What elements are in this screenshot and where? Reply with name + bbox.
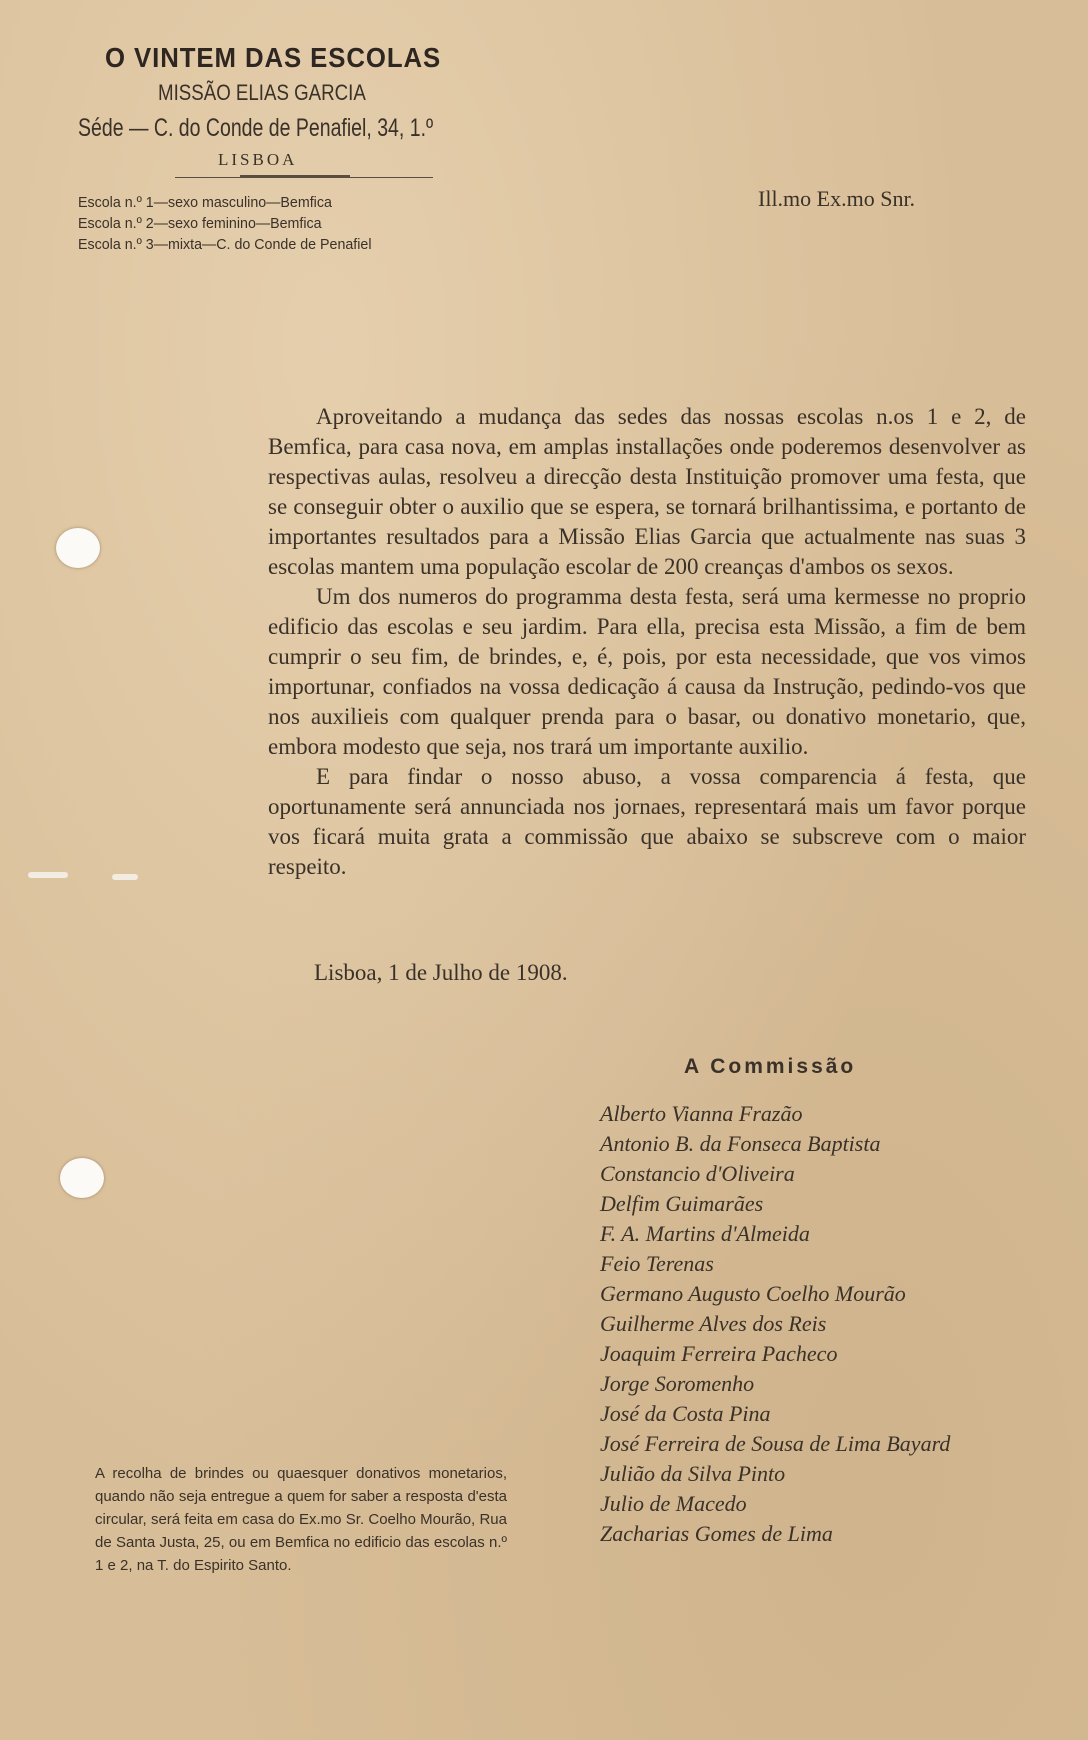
letterhead-divider-accent xyxy=(240,175,350,178)
member-name: Delfim Guimarães xyxy=(600,1191,764,1216)
member-name: Constancio d'Oliveira xyxy=(600,1161,795,1186)
letterhead-title: O VINTEM DAS ESCOLAS xyxy=(105,42,442,73)
letter-date: Lisboa, 1 de Julho de 1908. xyxy=(314,960,568,985)
punch-hole-bottom xyxy=(60,1158,104,1198)
member-name: Antonio B. da Fonseca Baptista xyxy=(600,1131,881,1156)
punch-hole-top xyxy=(56,528,100,568)
member-name: F. A. Martins d'Almeida xyxy=(600,1221,810,1246)
school-item: Escola n.º 2—sexo feminino—Bemfica xyxy=(78,215,322,232)
member-name: José Ferreira de Sousa de Lima Bayard xyxy=(600,1431,951,1456)
salutation: Ill.mo Ex.mo Snr. xyxy=(758,186,916,211)
school-item: Escola n.º 3—mixta—C. do Conde de Penafiel xyxy=(78,236,372,253)
commission-title: A Commissão xyxy=(684,1055,857,1078)
letterhead-city: LISBOA xyxy=(218,150,298,169)
body-paragraph: Aproveitando a mudança das sedes das nossas escolas n.os 1 e 2, de Bemfica, para casa nova, em amplas installações onde poderemos desenvolver as respectivas aulas, resolveu a direcção desta Instituição promover uma festa, que se conseguir obter o auxilio que se espera, se tornará brilhantissima, e portanto de importantes resultados para a Missão Elias Garcia que actualmente nas suas 3 escolas mantem uma população escolar de 200 creanças d'ambos os sexos. xyxy=(268,404,1026,579)
letterhead-subtitle: MISSÃO ELIAS GARCIA xyxy=(158,80,366,105)
letterhead-address: Séde — C. do Conde de Penafiel, 34, 1.º xyxy=(78,114,434,142)
school-item: Escola n.º 1—sexo masculino—Bemfica xyxy=(78,194,332,211)
body-paragraph: Um dos numeros do programma desta festa, será uma kermesse no proprio edificio das escolas e seu jardim. Para ella, precisa esta Missão, a fim de bem cumprir o seu fim, de brindes, e, é, pois, por esta necessidade, que vos vimos importunar, confiados na vossa dedicação á causa da Instrução, pedindo-vos que nos auxilieis com qualquer prenda para o basar, ou donativo monetario, que, embora modesto que seja, nos trará um importante auxilio. xyxy=(268,584,1026,759)
member-name: Julião da Silva Pinto xyxy=(600,1461,786,1486)
member-name: José da Costa Pina xyxy=(600,1401,771,1426)
member-name: Alberto Vianna Frazão xyxy=(600,1101,803,1126)
member-name: Feio Terenas xyxy=(600,1251,714,1276)
collection-note: A recolha de brindes ou quaesquer donativos monetarios, quando não seja entregue a quem for saber a resposta d'esta circular, será feita em casa do Ex.mo Sr. Coelho Mourão, Rua de Santa Justa, 25, ou em Bemfica no edificio das escolas n.º 1 e 2, na T. do Espirito Santo. xyxy=(95,1465,507,1574)
member-name: Germano Augusto Coelho Mourão xyxy=(600,1281,906,1306)
paper-tear-mark xyxy=(112,874,138,880)
letter-body xyxy=(268,402,1026,882)
member-name: Zacharias Gomes de Lima xyxy=(600,1521,833,1546)
member-name: Julio de Macedo xyxy=(600,1491,747,1516)
member-name: Jorge Soromenho xyxy=(600,1371,755,1396)
paper-tear-mark xyxy=(28,872,68,878)
commission-members xyxy=(600,1099,950,1549)
body-paragraph: E para findar o nosso abuso, a vossa comparencia á festa, que oportunamente será annunciada nos jornaes, representará mais um favor porque vos ficará muita grata a commissão que abaixo se subscreve com o maior respeito. xyxy=(268,764,1026,879)
member-name: Joaquim Ferreira Pacheco xyxy=(600,1341,838,1366)
school-list xyxy=(78,192,387,255)
member-name: Guilherme Alves dos Reis xyxy=(600,1311,827,1336)
